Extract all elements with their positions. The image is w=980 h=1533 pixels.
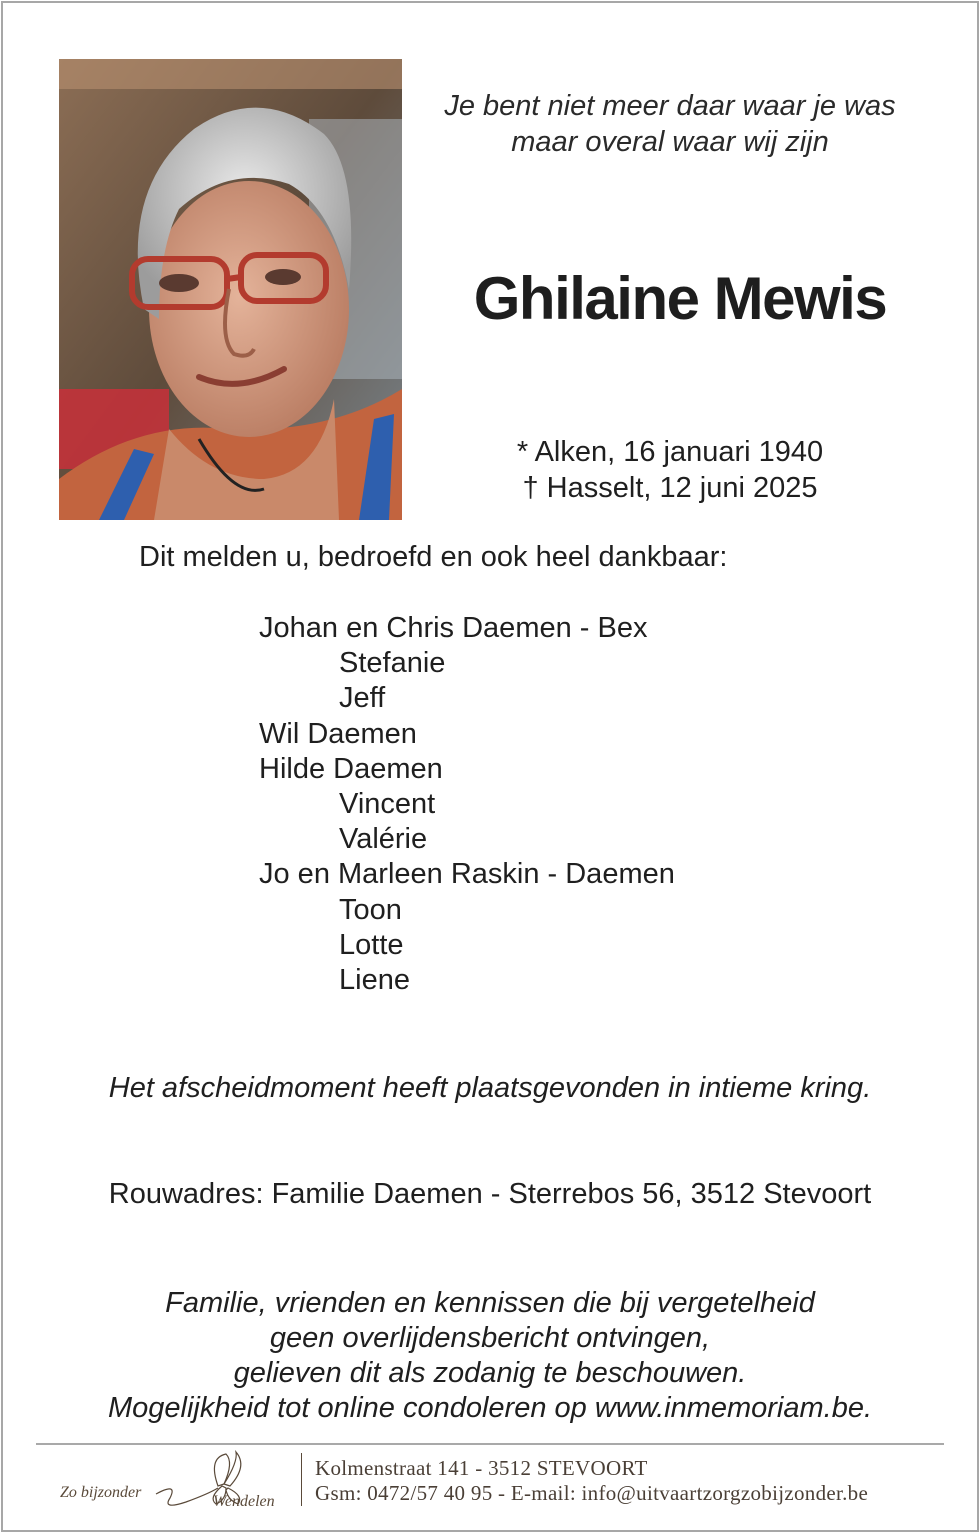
notice-line: Familie, vrienden en kennissen die bij vergetelheid: [165, 1287, 815, 1319]
farewell-text: Het afscheidmoment heeft plaatsgevonden in intieme kring.: [108, 1072, 872, 1104]
family-member: Vincent: [339, 787, 436, 820]
family-member: Valérie: [339, 823, 428, 856]
logo-text-right: Wendelen: [213, 1493, 275, 1510]
logo-text-left: Zo bijzonder: [60, 1484, 142, 1501]
family-member: Jeff: [339, 682, 386, 715]
deceased-name: Ghilaine Mewis: [473, 265, 887, 332]
notice-line: Mogelijkheid tot online condoleren op www.inmemoriam.be.: [107, 1392, 873, 1424]
funeral-home-logo: [58, 1448, 293, 1514]
footer-separator: [301, 1453, 302, 1506]
footer-divider: [36, 1443, 944, 1445]
notice-line: geen overlijdensbericht ontvingen,: [269, 1322, 711, 1354]
birth-date: * Alken, 16 januari 1940: [516, 436, 824, 468]
death-date: † Hasselt, 12 juni 2025: [522, 472, 818, 504]
memorial-poem: [415, 88, 925, 160]
portrait-photo: [59, 59, 402, 520]
family-member: Hilde Daemen: [259, 752, 443, 785]
contact-info: [315, 1456, 868, 1506]
announcement-text: Dit melden u, bedroefd en ook heel dankbaar:: [139, 541, 728, 573]
family-member: Johan en Chris Daemen - Bex: [259, 612, 648, 644]
portrait-illustration: [59, 59, 402, 520]
notice-text: [40, 1286, 940, 1426]
family-member: Toon: [339, 893, 402, 926]
family-member: Wil Daemen: [259, 717, 417, 750]
notice-line: gelieven dit als zodanig te beschouwen.: [233, 1357, 747, 1389]
family-list: [259, 611, 859, 998]
contact-phone-email: Gsm: 0472/57 40 95 - E-mail: info@uitvaartzorgzobijzonder.be: [315, 1481, 869, 1505]
life-dates: [420, 434, 920, 506]
family-member: Stefanie: [339, 647, 446, 680]
family-member: Lotte: [339, 928, 404, 961]
contact-address: Kolmenstraat 141 - 3512 STEVOORT: [315, 1456, 648, 1480]
family-member: Liene: [339, 963, 410, 996]
mourning-address: Rouwadres: Familie Daemen - Sterrebos 56, 3512 Stevoort: [108, 1178, 872, 1210]
family-member: Jo en Marleen Raskin - Daemen: [259, 858, 675, 891]
poem-line: maar overal waar wij zijn: [511, 126, 829, 158]
poem-line: Je bent niet meer daar waar je was: [444, 90, 896, 122]
